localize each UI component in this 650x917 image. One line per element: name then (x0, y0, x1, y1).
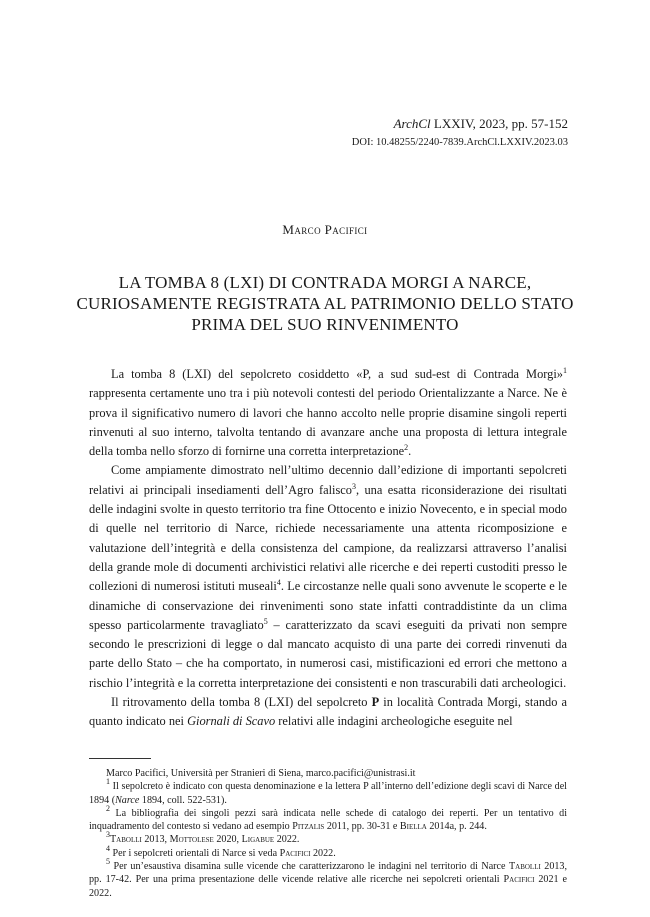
body-text (89, 365, 567, 732)
footnote-ref-4[interactable]: 4 (276, 578, 281, 588)
doi: DOI: 10.48255/2240-7839.ArchCl.LXXIV.2023.03 (351, 137, 568, 148)
footnote-ref-1[interactable]: 1 (563, 366, 567, 375)
footnote-5 (89, 857, 567, 900)
footnote-number: 5 (106, 857, 110, 867)
text-run: – caratterizzato da scavi eseguiti da privati non sempre secondo le prescrizioni di legge o dal mancato acquisto di una parte dei corredi rinvenuti da parte dello Stato – che ha comportato, in numerosi casi, mistificazioni ed errori che mettono a rischio l’integrità e la corretta interpretazione dei consistenti e non trascurabili dati archeologici. (89, 617, 567, 690)
text-run: Per un’esaustiva disamina sulle vicende che caratterizzarono le indagini nel territorio di Narce (110, 861, 509, 873)
italic-text: Narce (115, 794, 140, 806)
journal-volume-pages: LXXIV, 2023, pp. 57-152 (430, 116, 568, 131)
text-run: 2013, pp. 17-42. Per una prima presentazione delle vicende relative alle ricerche nei sepolcreti orientali (89, 861, 567, 886)
bold-text: P (371, 695, 380, 710)
text-run: 2022. (310, 847, 336, 859)
footnote-number: 3 (106, 830, 110, 840)
small-caps-text: Ligabue (241, 834, 275, 846)
small-caps-text: Pacifici (503, 874, 535, 886)
small-caps-text: Pitzalis (292, 821, 325, 833)
text-run: . Le circostanze nelle quali sono avvenute le scoperte e le dinamiche di conservazione dei rinvenimenti sono state infatti contraddistinte da un clima spesso particolarmente travagliato (89, 579, 567, 632)
small-caps-text: Mottolese (169, 834, 214, 846)
paragraph-3 (89, 693, 567, 732)
text-run: 2021 e 2022. (89, 874, 567, 899)
footnote-ref-5[interactable]: 5 (263, 616, 268, 626)
author-affiliation: Marco Pacifici, Università per Stranieri di Siena, marco.pacifici@unistrasi.it (106, 768, 416, 779)
small-caps-text: Tabolli (110, 834, 142, 846)
text-run: Il ritrovamento della tomba 8 (LXI) del sepolcreto (111, 695, 372, 710)
text-run: 2013, (141, 834, 170, 846)
text-run: 2011, pp. 30-31 e (324, 821, 400, 833)
author-name: Marco Pacifici (282, 222, 368, 237)
italic-text: Giornali di Scavo (187, 714, 276, 729)
small-caps-text: Biella (399, 821, 427, 833)
footnote-3 (89, 830, 567, 846)
title-line-2: CURIOSAMENTE REGISTRATA AL PATRIMONIO DELLO STATO (76, 294, 574, 313)
title-line-1: LA TOMBA 8 (LXI) DI CONTRADA MORGI A NARCE, (118, 273, 532, 292)
title-line-3: PRIMA DEL SUO RINVENIMENTO (191, 315, 459, 334)
journal-name: ArchCl (393, 116, 431, 131)
small-caps-text: Tabolli (508, 861, 541, 873)
text-run: Il sepolcreto è indicato con questa denominazione e la lettera P all’interno dell’edizione degli scavi di Narce del 1894 ( (89, 781, 567, 806)
paragraph-2 (89, 461, 567, 693)
footnote-2 (89, 803, 567, 834)
text-run: La bibliografia dei singoli pezzi sarà indicata nelle schede di catalogo dei reperti. Per un tentativo di inquadramento del contesto si vedano ad esempio (89, 807, 567, 833)
footnote-ref-2[interactable]: 2 (404, 443, 409, 453)
footnote-separator (89, 758, 151, 759)
text-run: Per i sepolcreti orientali di Narce si veda (110, 847, 280, 859)
text-run: . (408, 444, 412, 459)
small-caps-text: Pacifici (279, 847, 311, 859)
footnote-number: 4 (106, 843, 110, 853)
paragraph-1 (89, 365, 567, 461)
text-run: rappresenta certamente uno tra i più notevoli contesti del periodo Orientalizzante a Narce. Ne è prova il significativo numero di lavori che hanno accolto nelle proprie disamine singoli reperti rinvenuti al suo interno, talvolta tentando di avanzare anche una proposta di lettura integrale della tomba nello sforzo di fornirne una corretta interpretazione (89, 386, 567, 459)
text-run: , una esatta riconsiderazione dei risultati delle indagini svolte in questo territorio tra fine Ottocento e inizio Novecento, e in special modo di quelle nel territorio di Narce, richiede necessariamente una attenta ricomposizione e valutazione dell’integrità e della consistenza del campione, da realizzarsi attraverso l’analisi della grande mole di documenti archivistici relativi alle ricerche e dei reperti custoditi presso le collezioni di numerosi istituti museali (89, 482, 567, 594)
text-run: 2022. (274, 834, 300, 846)
footnote-number: 2 (106, 803, 110, 813)
text-run: 1894, coll. 522-531). (139, 794, 227, 806)
journal-citation (394, 116, 568, 132)
text-run: Come ampiamente dimostrato nell’ultimo decennio dall’edizione di importanti sepolcreti relativi ai principali insediamenti dell’Agro falisco (89, 463, 567, 497)
footnote-4 (89, 843, 567, 860)
text-run: relativi alle indagini archeologiche eseguite nel (275, 714, 513, 729)
text-run: 2020, (213, 834, 242, 846)
article-title (60, 272, 590, 335)
footnote-number: 1 (106, 777, 110, 787)
text-run: La tomba 8 (LXI) del sepolcreto cosiddetto «P, a sud sud-est di Contrada Morgi» (111, 367, 563, 381)
text-run: 2014a, p. 244. (426, 821, 487, 833)
footnotes (89, 767, 567, 900)
footnote-1 (89, 777, 567, 807)
text-run: in località Contrada Morgi, stando a quanto indicato nei (89, 695, 568, 729)
footnote-ref-3[interactable]: 3 (351, 481, 356, 491)
